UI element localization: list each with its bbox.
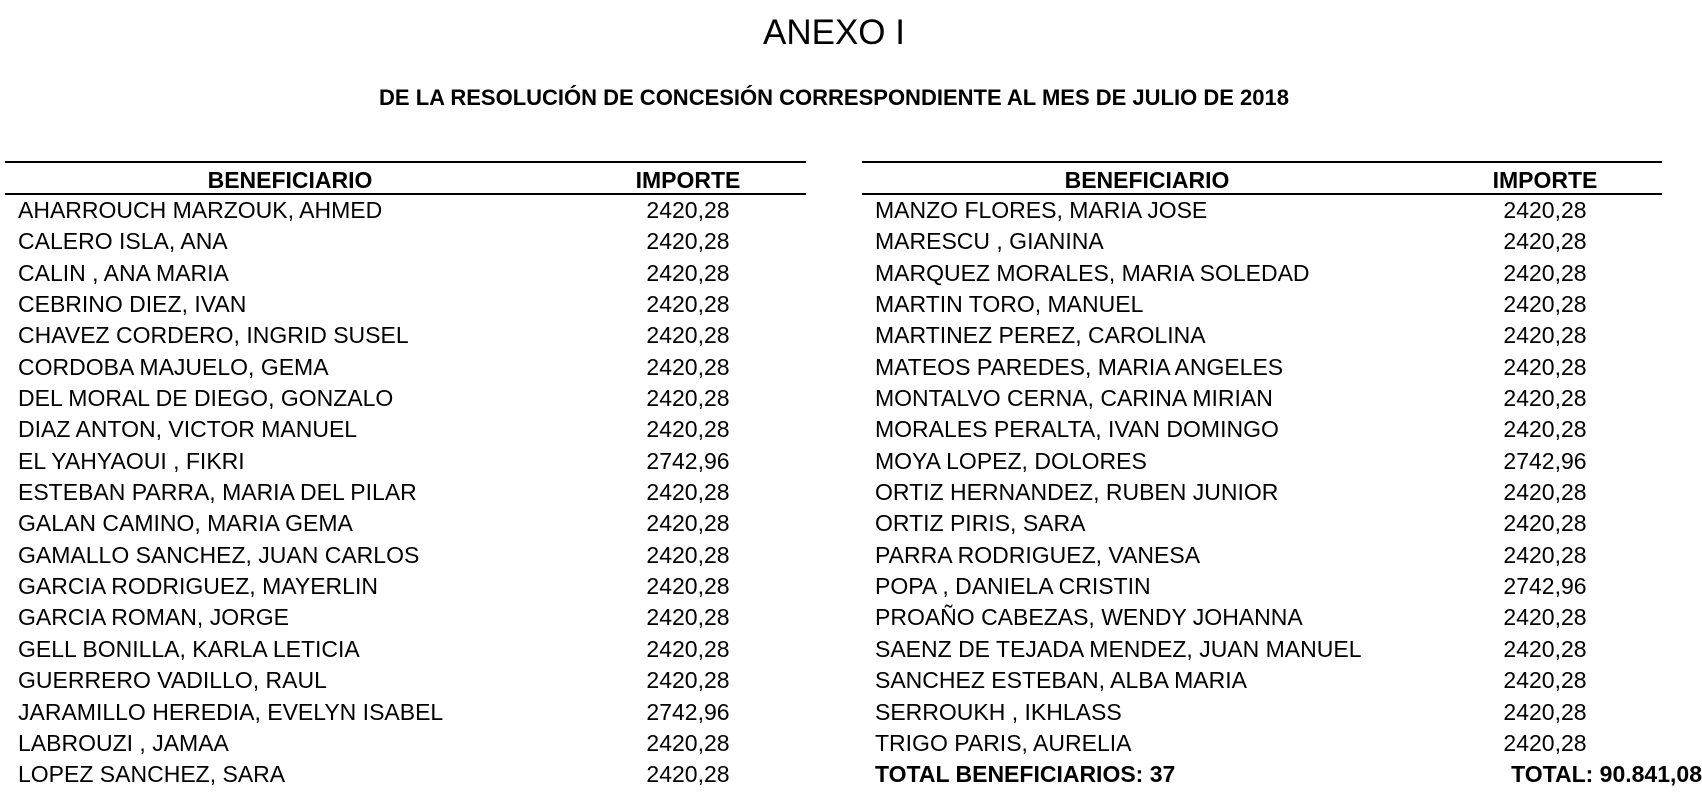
beneficiary-name: MARTINEZ PEREZ, CAROLINA (875, 322, 1206, 349)
beneficiary-amount: 2742,96 (646, 698, 730, 725)
table-row (862, 508, 1662, 539)
beneficiary-amount: 2420,28 (646, 479, 730, 506)
beneficiary-name: JARAMILLO HEREDIA, EVELYN ISABEL (18, 698, 444, 725)
beneficiaries-table-left (5, 161, 806, 791)
column-header-beneficiario: BENEFICIARIO (207, 167, 373, 193)
beneficiary-amount: 2420,28 (1503, 541, 1587, 568)
table-row (862, 226, 1662, 257)
table-row (862, 665, 1662, 696)
beneficiary-name: LABROUZI , JAMAA (18, 729, 229, 756)
beneficiary-name: CALIN , ANA MARIA (18, 259, 229, 286)
table-row (5, 540, 806, 571)
beneficiary-name: MARQUEZ MORALES, MARIA SOLEDAD (875, 259, 1310, 286)
table-row (5, 728, 806, 759)
beneficiary-name: MANZO FLORES, MARIA JOSE (875, 197, 1208, 223)
beneficiary-amount: 2420,28 (646, 573, 730, 600)
beneficiary-amount: 2420,28 (1503, 698, 1587, 725)
beneficiary-amount: 2742,96 (1503, 573, 1587, 600)
beneficiary-amount: 2420,28 (646, 635, 730, 662)
table-row (5, 383, 806, 414)
beneficiary-amount: 2742,96 (1503, 447, 1587, 474)
beneficiary-amount: 2420,28 (646, 510, 730, 537)
beneficiary-name: ESTEBAN PARRA, MARIA DEL PILAR (18, 479, 417, 506)
table-row (862, 634, 1662, 665)
beneficiary-name: SERROUKH , IKHLASS (875, 698, 1122, 725)
table-row (862, 571, 1662, 602)
beneficiary-amount: 2420,28 (1503, 322, 1587, 349)
table-row (5, 320, 806, 351)
beneficiary-name: GALAN CAMINO, MARIA GEMA (18, 510, 353, 537)
table-row (5, 352, 806, 383)
table-body-right (862, 195, 1702, 791)
beneficiary-amount: 2420,28 (1503, 259, 1587, 286)
beneficiary-name: MARTIN TORO, MANUEL (875, 291, 1144, 318)
beneficiaries-table-right (862, 161, 1702, 791)
beneficiary-name: DEL MORAL DE DIEGO, GONZALO (18, 385, 394, 412)
table-row (5, 289, 806, 320)
beneficiary-name: CORDOBA MAJUELO, GEMA (18, 353, 329, 380)
table-row (862, 195, 1662, 226)
beneficiary-amount: 2420,28 (646, 291, 730, 318)
beneficiary-name: MATEOS PAREDES, MARIA ANGELES (875, 353, 1284, 380)
beneficiary-amount: 2420,28 (646, 353, 730, 380)
beneficiary-name: MOYA LOPEZ, DOLORES (875, 447, 1147, 474)
beneficiary-name: CHAVEZ CORDERO, INGRID SUSEL (18, 322, 409, 349)
beneficiary-amount: 2420,28 (646, 761, 730, 788)
beneficiary-amount: 2420,28 (1503, 416, 1587, 443)
table-row (5, 665, 806, 696)
table-row (862, 697, 1662, 728)
beneficiary-amount: 2420,28 (1503, 635, 1587, 662)
beneficiary-amount: 2420,28 (646, 667, 730, 694)
table-row (862, 289, 1662, 320)
table-header (5, 161, 806, 195)
column-header-beneficiario: BENEFICIARIO (1064, 167, 1230, 193)
beneficiary-name: MORALES PERALTA, IVAN DOMINGO (875, 416, 1279, 443)
column-header-importe: IMPORTE (635, 167, 741, 193)
table-row (5, 571, 806, 602)
total-row (862, 759, 1702, 790)
beneficiary-amount: 2420,28 (646, 228, 730, 255)
beneficiary-name: ORTIZ HERNANDEZ, RUBEN JUNIOR (875, 479, 1279, 506)
table-row (5, 634, 806, 665)
beneficiary-name: DIAZ ANTON, VICTOR MANUEL (18, 416, 358, 443)
beneficiary-amount: 2420,28 (1503, 667, 1587, 694)
table-row (5, 414, 806, 445)
table-row (862, 728, 1662, 759)
table-row (5, 602, 806, 633)
beneficiary-name: SANCHEZ ESTEBAN, ALBA MARIA (875, 667, 1247, 694)
beneficiary-name: GAMALLO SANCHEZ, JUAN CARLOS (18, 541, 420, 568)
beneficiary-name: CEBRINO DIEZ, IVAN (18, 291, 247, 318)
table-row (5, 477, 806, 508)
beneficiary-name: PARRA RODRIGUEZ, VANESA (875, 541, 1201, 568)
document-title: ANEXO I (763, 13, 905, 52)
beneficiary-amount: 2420,28 (646, 259, 730, 286)
beneficiary-amount: 2420,28 (1503, 729, 1587, 756)
beneficiary-name: ORTIZ PIRIS, SARA (875, 510, 1086, 537)
table-row (5, 446, 806, 477)
beneficiary-name: GELL BONILLA, KARLA LETICIA (18, 635, 360, 662)
beneficiary-name: EL YAHYAOUI , FIKRI (18, 447, 245, 474)
beneficiary-name: POPA , DANIELA CRISTIN (875, 573, 1151, 600)
table-row (5, 508, 806, 539)
beneficiary-amount: 2420,28 (646, 385, 730, 412)
table-row (5, 697, 806, 728)
beneficiary-name: CALERO ISLA, ANA (18, 228, 228, 255)
beneficiary-amount: 2420,28 (1503, 510, 1587, 537)
table-header (862, 161, 1662, 195)
beneficiary-amount: 2420,28 (646, 322, 730, 349)
table-row (5, 226, 806, 257)
beneficiary-name: SAENZ DE TEJADA MENDEZ, JUAN MANUEL (875, 635, 1362, 662)
beneficiary-amount: 2420,28 (1503, 291, 1587, 318)
beneficiary-name: MARESCU , GIANINA (875, 228, 1104, 255)
beneficiary-name: AHARROUCH MARZOUK, AHMED (18, 197, 383, 223)
beneficiary-amount: 2742,96 (646, 447, 730, 474)
beneficiary-name: PROAÑO CABEZAS, WENDY JOHANNA (875, 604, 1303, 631)
beneficiary-amount: 2420,28 (1503, 385, 1587, 412)
table-row (862, 414, 1662, 445)
beneficiary-amount: 2420,28 (646, 197, 730, 223)
column-header-importe: IMPORTE (1492, 167, 1598, 193)
beneficiary-name: LOPEZ SANCHEZ, SARA (18, 761, 286, 788)
table-row (862, 320, 1662, 351)
total-beneficiaries: TOTAL BENEFICIARIOS: 37 (875, 761, 1176, 788)
beneficiary-name: MONTALVO CERNA, CARINA MIRIAN (875, 385, 1273, 412)
beneficiary-name: GARCIA RODRIGUEZ, MAYERLIN (18, 573, 378, 600)
table-row (862, 602, 1662, 633)
beneficiary-name: GARCIA ROMAN, JORGE (18, 604, 289, 631)
table-row (862, 258, 1662, 289)
beneficiary-amount: 2420,28 (1503, 197, 1587, 223)
table-row (862, 383, 1662, 414)
table-body-left (5, 195, 806, 791)
beneficiary-amount: 2420,28 (1503, 228, 1587, 255)
document-subtitle: DE LA RESOLUCIÓN DE CONCESIÓN CORRESPONDIENTE AL MES DE JULIO DE 2018 (379, 85, 1289, 110)
table-row (5, 258, 806, 289)
beneficiary-amount: 2420,28 (1503, 479, 1587, 506)
beneficiary-name: GUERRERO VADILLO, RAUL (18, 667, 327, 694)
beneficiary-amount: 2420,28 (646, 541, 730, 568)
table-row (862, 352, 1662, 383)
beneficiary-name: TRIGO PARIS, AURELIA (875, 729, 1132, 756)
beneficiary-amount: 2420,28 (1503, 353, 1587, 380)
beneficiary-amount: 2420,28 (1503, 604, 1587, 631)
beneficiary-amount: 2420,28 (646, 729, 730, 756)
table-row (862, 477, 1662, 508)
table-row (862, 540, 1662, 571)
total-amount: TOTAL: 90.841,08 (1511, 761, 1702, 788)
table-row (5, 759, 806, 790)
beneficiary-amount: 2420,28 (646, 604, 730, 631)
table-row (5, 195, 806, 226)
table-row (862, 446, 1662, 477)
beneficiary-amount: 2420,28 (646, 416, 730, 443)
